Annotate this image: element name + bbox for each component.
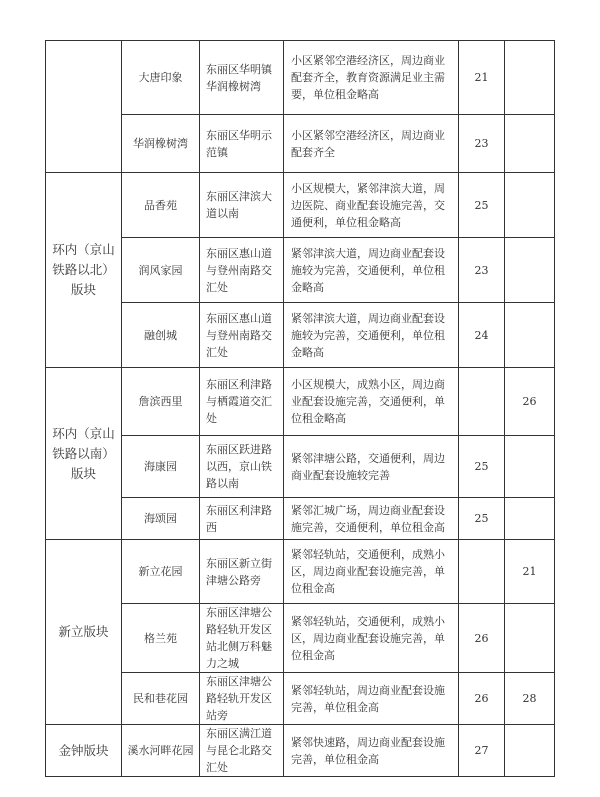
price-cell <box>505 238 555 303</box>
price-cell <box>459 368 505 436</box>
price-cell <box>505 498 555 540</box>
location-cell: 东丽区华明示范镇 <box>200 115 284 173</box>
price-cell <box>505 173 555 238</box>
price-cell: 23 <box>459 238 505 303</box>
table-row <box>46 604 555 673</box>
description-cell: 紧邻轻轨站，交通便利，成熟小区，周边商业配套设施完善，单位租金高 <box>284 540 459 604</box>
block-cell: 新立版块 <box>46 540 122 725</box>
price-cell: 21 <box>459 41 505 115</box>
community-name: 品香苑 <box>122 173 200 238</box>
table-row <box>46 115 555 173</box>
location-cell: 东丽区津滨大道以南 <box>200 173 284 238</box>
table-row <box>46 498 555 540</box>
community-name: 詹滨西里 <box>122 368 200 436</box>
block-cell <box>46 41 122 173</box>
price-cell: 25 <box>459 498 505 540</box>
table-row <box>46 540 555 604</box>
community-name: 融创城 <box>122 303 200 368</box>
location-cell: 东丽区利津路与栖霞道交汇处 <box>200 368 284 436</box>
price-cell <box>459 540 505 604</box>
price-cell <box>505 303 555 368</box>
location-cell: 东丽区惠山道与登州南路交汇处 <box>200 303 284 368</box>
community-name: 润风家园 <box>122 238 200 303</box>
block-cell: 金钟版块 <box>46 725 122 777</box>
description-cell: 小区规模大，成熟小区，周边商业配套设施完善，交通便利，单位租金略高 <box>284 368 459 436</box>
price-cell: 25 <box>459 436 505 498</box>
table-row <box>46 238 555 303</box>
description-cell: 紧邻津滨大道，周边商业配套设施较为完善，交通便利，单位租金略高 <box>284 303 459 368</box>
block-cell: 环内（京山铁路以南）版块 <box>46 368 122 540</box>
description-cell: 小区紧邻空港经济区，周边商业配套齐全 <box>284 115 459 173</box>
community-name: 新立花园 <box>122 540 200 604</box>
table-row <box>46 368 555 436</box>
price-cell: 28 <box>505 673 555 725</box>
description-cell: 紧邻快速路，周边商业配套设施完善，单位租金高 <box>284 725 459 777</box>
price-cell: 24 <box>459 303 505 368</box>
price-cell <box>505 436 555 498</box>
location-cell: 东丽区满江道与昆仑北路交汇处 <box>200 725 284 777</box>
community-name: 大唐印象 <box>122 41 200 115</box>
description-cell: 小区紧邻空港经济区，周边商业配套齐全，教育资源满足业主需要，单位租金略高 <box>284 41 459 115</box>
price-cell <box>505 115 555 173</box>
price-cell <box>505 41 555 115</box>
table-row <box>46 436 555 498</box>
location-cell: 东丽区华明镇华润橡树湾 <box>200 41 284 115</box>
table-row <box>46 173 555 238</box>
price-cell <box>505 604 555 673</box>
description-cell: 紧邻津滨大道，周边商业配套设施较为完善，交通便利，单位租金略高 <box>284 238 459 303</box>
table-row <box>46 41 555 115</box>
community-name: 海颂园 <box>122 498 200 540</box>
description-cell: 紧邻轻轨站，交通便利，成熟小区，周边商业配套设施完善，单位租金高 <box>284 604 459 673</box>
table-row <box>46 303 555 368</box>
price-cell: 26 <box>459 604 505 673</box>
description-cell: 紧邻津塘公路，交通便利，周边商业配套设施较完善 <box>284 436 459 498</box>
price-cell: 23 <box>459 115 505 173</box>
table-row <box>46 673 555 725</box>
location-cell: 东丽区津塘公路轻轨开发区站旁 <box>200 673 284 725</box>
price-cell: 25 <box>459 173 505 238</box>
location-cell: 东丽区惠山道与登州南路交汇处 <box>200 238 284 303</box>
community-name: 民和巷花园 <box>122 673 200 725</box>
price-cell: 26 <box>459 673 505 725</box>
price-cell: 27 <box>459 725 505 777</box>
table-row <box>46 725 555 777</box>
description-cell: 小区规模大，紧邻津滨大道，周边医院、商业配套设施完善，交通便利，单位租金略高 <box>284 173 459 238</box>
location-cell: 东丽区新立街津塘公路旁 <box>200 540 284 604</box>
location-cell: 东丽区津塘公路轻轨开发区站北侧万科魅力之城 <box>200 604 284 673</box>
community-name: 格兰苑 <box>122 604 200 673</box>
community-name: 华润橡树湾 <box>122 115 200 173</box>
price-cell: 26 <box>505 368 555 436</box>
community-name: 海康园 <box>122 436 200 498</box>
price-cell: 21 <box>505 540 555 604</box>
location-cell: 东丽区利津路西 <box>200 498 284 540</box>
block-cell: 环内（京山铁路以北）版块 <box>46 173 122 368</box>
description-cell: 紧邻轻轨站，周边商业配套设施完善，单位租金高 <box>284 673 459 725</box>
description-cell: 紧邻汇城广场，周边商业配套设施完善，交通便利，单位租金高 <box>284 498 459 540</box>
community-name: 溪水河畔花园 <box>122 725 200 777</box>
rental-table <box>45 40 555 777</box>
price-cell <box>505 725 555 777</box>
location-cell: 东丽区跃进路以西，京山铁路以南 <box>200 436 284 498</box>
